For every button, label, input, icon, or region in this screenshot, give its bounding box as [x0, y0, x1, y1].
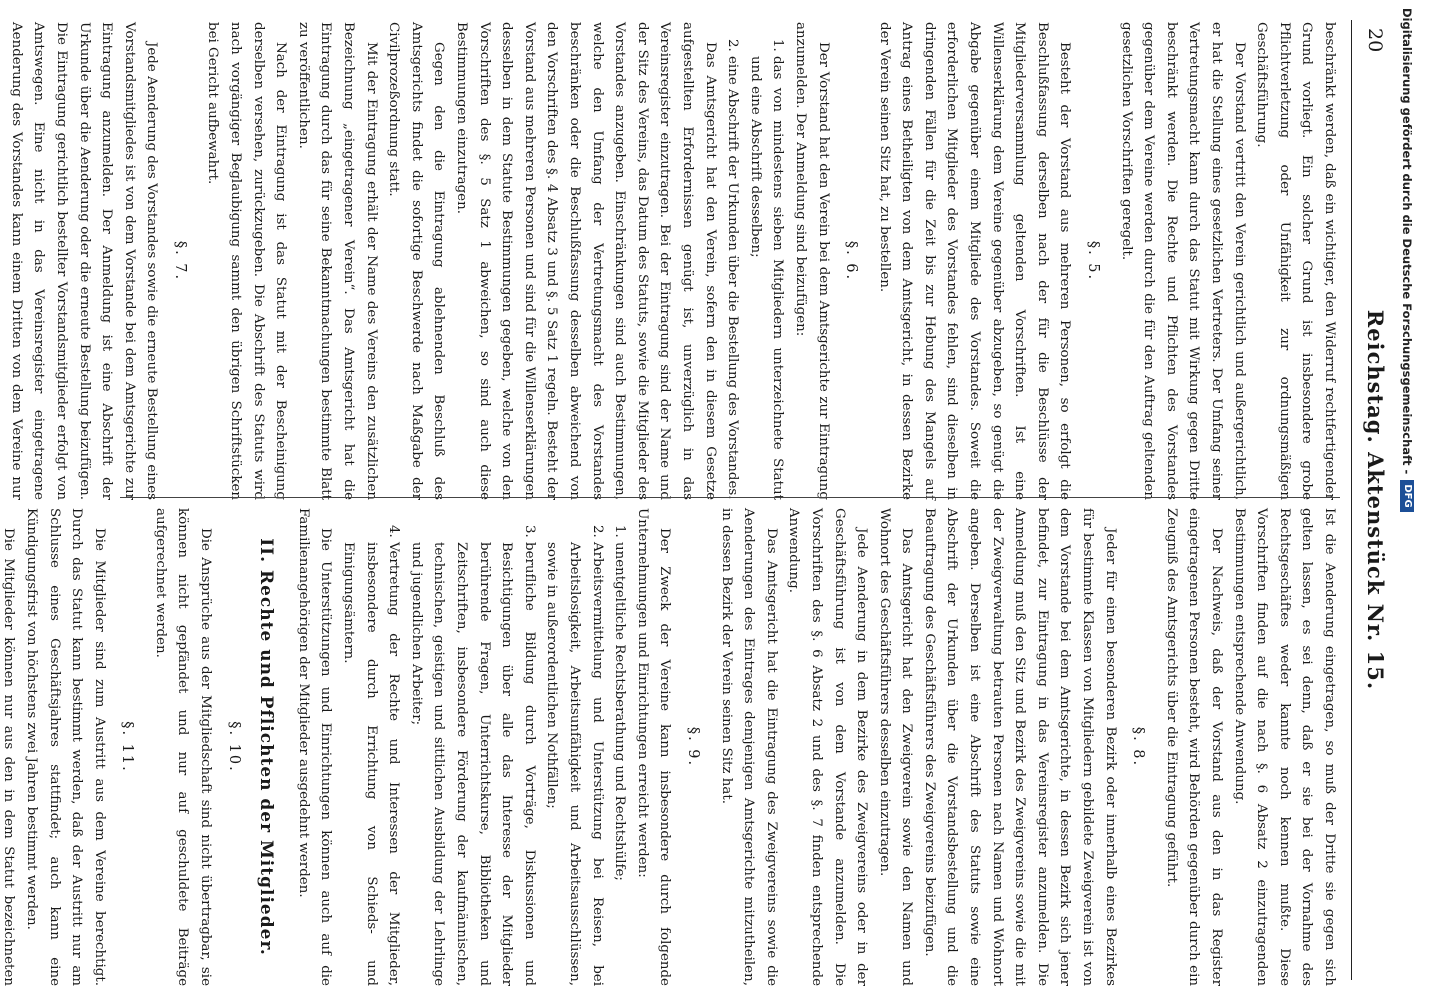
- running-title: Reichstag. Aktenstück Nr. 15.: [1363, 309, 1388, 691]
- paragraph: Die Mitglieder sind zum Austritt aus dem Vereine berechtigt. Durch das Statut kann bestimmt werden, daß der Austritt nur am Schlusse eines Geschäftsjahres stattfindet; auch kann eine Kündigungsfrist von höchstens zwei Jahren bestimmt werden.: [23, 508, 107, 986]
- paragraph: Das Amtsgericht hat den Zweigverein sowie den Namen und Wohnort des Geschäftsführers desselben einzutragen.: [876, 508, 915, 986]
- paragraph: Das Amtsgericht hat die Eintragung des Zweigvereins sowie die Aenderungen des Eintrages demjenigen Amtsgerichte mitzutheilen, in dessen Bezirk der Verein seinen Sitz hat.: [718, 508, 779, 986]
- paragraph: beschränkt werden, daß ein wichtiger, den Widerruf rechtfertigender Grund vorliegt. Ein solcher Grund ist insbesondere grobe Pflichtverletzung oder Unfähigkeit zur ordnungsmäßigen Geschäftsführung.: [1254, 22, 1337, 500]
- section-heading: §. 6.: [843, 240, 860, 282]
- paragraph: Jede Aenderung in dem Bezirke des Zweigvereins oder in der Geschäftsführung ist von dem Vorstande anzumelden. Die Vorschriften des §. 6 Absatz 2 und des §. 7 finden entsprechende Anwendung.: [786, 508, 870, 986]
- paragraph: Die Unterstützungen und Einrichtungen können auch auf die Familienangehörigen der Mitglieder ausgedehnt werden.: [295, 508, 334, 986]
- paragraph: Ist die Aenderung eingetragen, so muß der Dritte sie gegen sich gelten lassen, es sei denn, daß er sie bei der Vornahme des Rechtsgeschäftes weder kannte noch kennen mußte. Diese Vorschriften finden auf die nach §. 6 Absatz 2 einzutragenden Bestimmungen entsprechende Anwendung.: [1231, 508, 1337, 986]
- paragraph: Jede Aenderung des Vorstandes sowie die erneute Bestellung eines Vorstandsmitgliedes ist von dem Vorstande bei dem Amtsgerichte zur Eintragung anzumelden. Der Anmeldung ist eine Abschrift der Urkunde über die Aenderung oder die erneute Bestellung beizufügen. Die Eintragung gerichtlich bestellter Vorstandsmitglieder erfolgt von Amtswegen. Eine nicht in das Vereinsregister eingetragene Aenderung des Vorstandes kann einem Dritten von dem Vereine nur: [8, 22, 160, 500]
- section-heading: §. 10.: [225, 721, 242, 773]
- section-heading: §. 9.: [684, 726, 701, 768]
- section-heading: §. 5.: [1085, 240, 1102, 282]
- section-heading: §. 11.: [119, 721, 136, 773]
- list-item: 1. unentgeltliche Rechtsberathung und Rechtshülfe;: [608, 542, 631, 986]
- section-heading: §. 8.: [1130, 726, 1147, 768]
- paragraph: Gegen den die Eintragung ablehnenden Beschluß des Amtsgerichts findet die sofortige Beschwerde nach Maßgabe der Civilprozeßordnung statt.: [386, 22, 447, 500]
- list-item: 4. Vertretung der Rechte und Interessen der Mitglieder, insbesondere durch Errichtung von Schieds- und Einigungsämtern.: [336, 542, 404, 986]
- paragraph: Der Zweck der Vereine kann insbesondere durch folgende Unternehmungen und Einrichtungen erreicht werden:: [634, 508, 673, 986]
- part-heading: II. Rechte und Pflichten der Mitglieder.: [256, 538, 277, 956]
- dfg-logo: DFG: [1400, 480, 1414, 511]
- right-column: [1, 508, 1340, 986]
- left-column: [8, 22, 1340, 500]
- purposes-list: [336, 508, 630, 986]
- list-item: 3. berufliche Bildung durch Vorträge, Diskussionen und Besichtigungen über alle das Interesse der Mitglieder berührende Fragen, Unterrichtskurse, Bibliotheken und Zeitschriften, insbesondere Förderung der kaufmännischen, technischen, geistigen und sittlichen Ausbildung der Lehrlinge und jugendlichen Arbeiter;: [404, 542, 540, 986]
- digitization-credit: [1392, 8, 1422, 992]
- paragraph: Der Vorstand hat den Verein bei dem Amtsgerichte zur Eintragung anzumelden. Der Anmeldung sind beizufügen:: [792, 22, 831, 500]
- column-divider: [120, 497, 1340, 498]
- paragraph: Das Amtsgericht hat den Verein, sofern den in diesem Gesetze aufgestellten Erfordernissen genügt ist, unverzüglich in das Vereinsregister einzutragen. Bei der Eintragung sind der Name und der Sitz des Vereins, das Datum des Statuts, sowie die Mitglieder des Vorstandes anzugeben. Einschränkungen sind auch Bestimmungen, welche den Umfang der Vertretungsmacht des Vorstandes beschränken oder die Beschlußfassung desselben abweichend von den Vorschriften des §. 4 Absatz 3 und §. 5 Satz 1 regeln. Besteht der Vorstand aus mehreren Personen und sind für die Willenserklärungen desselben in dem Statute Bestimmungen gegeben, welche von den Vorschriften des §. 5 Satz 1 abweichen, so sind auch diese Bestimmungen einzutragen.: [454, 22, 718, 500]
- requirements-list: [721, 22, 789, 500]
- paragraph: Nach der Eintragung ist das Statut mit der Bescheinigung derselben versehen, zurückzugeben. Die Abschrift des Statuts wird nach vorgängiger Beglaubigung sammt den übrigen Schriftstücken bei Gericht aufbewahrt.: [205, 22, 289, 500]
- paragraph: Mit der Eintragung erhält der Name des Vereins den zusätzlichen Bezeichnung „eingetragener Verein“. Das Amtsgericht hat die Eintragung durch das für seine Bekanntmachungen bestimmte Blatt zu veröffentlichen.: [295, 22, 379, 500]
- paragraph: Die Mitglieder können nur aus den in dem Statut bezeichneten: [1, 528, 17, 986]
- paragraph: Jeder für einen besonderen Bezirk oder innerhalb eines Bezirkes für bestimmte Klassen von Mitgliedern gebildete Zweigverein ist von dem Vorstande bei dem Amtsgerichte, in dessen Bezirk sich jener befindet, zur Eintragung in das Vereinsregister anzumelden. Die Anmeldung muß den Sitz und Bezirk des Zweigvereins sowie die mit der Zweigverwaltung betrauten Personen nach Namen und Wohnort angeben. Derselben ist eine Abschrift des Statuts sowie eine Abschrift der Urkunden über die Vorstandsbestellung und die Beauftragung des Geschäftsführers des Zweigvereins beizufügen.: [921, 508, 1118, 986]
- paragraph: Der Nachweis, daß der Vorstand aus den in das Register eingetragenen Personen besteht, wird Behörden gegenüber durch ein Zeugniß des Amtsgerichts über die Eintragung geführt.: [1163, 508, 1225, 986]
- paragraph: Die Ansprüche aus der Mitgliedschaft sind nicht übertragbar, sie können nicht gepfändet und nur auf geschuldete Beiträge aufgerechnet werden.: [152, 508, 214, 986]
- page-number: 20: [1364, 28, 1386, 53]
- page-header: [1362, 0, 1392, 1000]
- section-heading: §. 7.: [171, 240, 188, 282]
- paragraph: Besteht der Vorstand aus mehreren Personen, so erfolgt die Beschlußfassung derselben nach der für die Beschlüsse der Mitgliederversammlung geltenden Vorschriften. Ist eine Willenserklärung dem Vereine gegenüber abzugeben, so genügt die Abgabe gegenüber einem Mitgliede des Vorstandes. Soweit die erforderlichen Mitglieder des Vorstandes fehlen, sind dieselben in dringenden Fällen für die Zeit bis zur Hebung des Mangels auf Antrag eines Betheiligten von dem Amtsgericht, in dessen Bezirke der Verein seinen Sitz hat, zu bestellen.: [876, 22, 1073, 500]
- header-rule: [1351, 20, 1352, 980]
- list-item: 2. Arbeitsvermittelung und Unterstützung bei Reisen, bei Arbeitslosigkeit, Arbeitsunfähigkeit und Arbeitsausschlüssen, sowie in außerordentlichen Nothfällen;: [540, 542, 608, 986]
- list-item: 2. eine Abschrift der Urkunden über die Bestellung des Vorstandes.: [721, 56, 744, 500]
- list-item: 1. das von mindestens sieben Mitgliedern unterzeichnete Statut und eine Abschrift desselben;: [743, 56, 788, 500]
- credit-text: Digitalisierung gefördert durch die Deutsche Forschungsgemeinschaft -: [1400, 8, 1414, 475]
- paragraph: Der Vorstand vertritt den Verein gerichtlich und außergerichtlich, er hat die Stellung eines gesetzlichen Vertreters. Der Umfang seiner Vertretungsmacht kann durch das Statut mit Wirkung gegen Dritte beschränkt werden. Die Rechte und Pflichten des Vorstandes gegenüber dem Vereine werden durch die für den Auftrag geltenden gesetzlichen Vorschriften geregelt.: [1118, 22, 1247, 500]
